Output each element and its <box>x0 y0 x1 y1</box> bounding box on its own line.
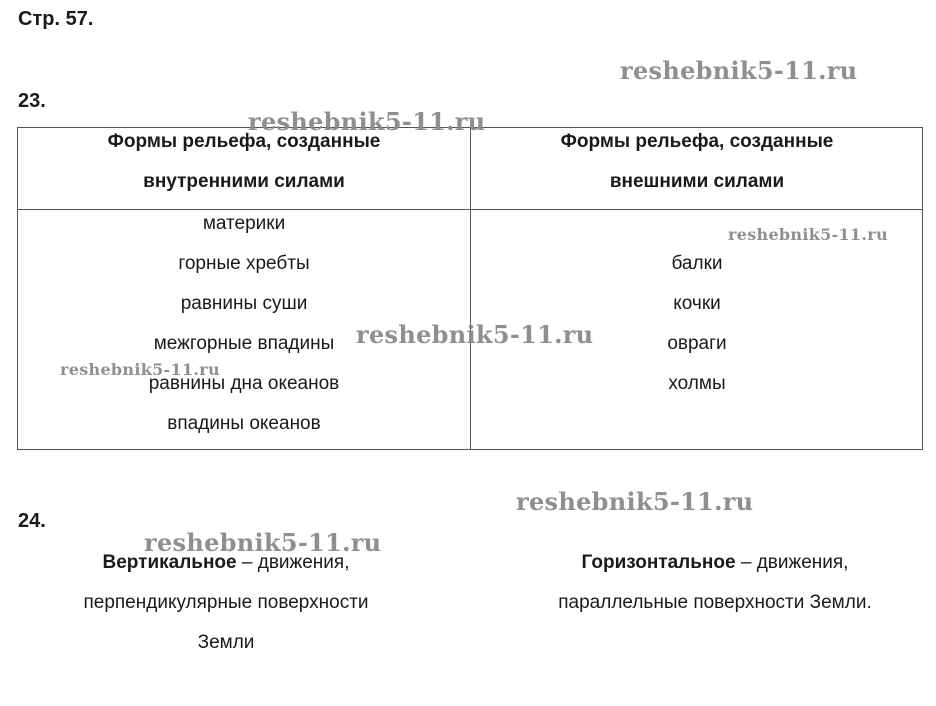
task-number-24: 24. <box>18 510 46 532</box>
header-internal-line1: Формы рельефа, созданные <box>107 131 381 152</box>
list-item: материки <box>202 213 286 234</box>
header-internal-line2: внутренними силами <box>143 171 345 192</box>
external-forces-list <box>471 244 923 404</box>
list-item: овраги <box>667 333 727 354</box>
vertical-line2: перпендикулярные поверхности <box>83 592 369 613</box>
watermark: reshebnik5-11.ru <box>60 360 220 379</box>
horizontal-line2: параллельные поверхности Земли. <box>558 592 872 613</box>
horizontal-movement-definition <box>500 543 930 623</box>
header-internal-forces <box>18 122 470 202</box>
list-item: холмы <box>668 373 726 394</box>
list-item: равнины дна океанов <box>148 373 340 394</box>
header-external-line2: внешними силами <box>609 171 785 192</box>
vertical-movement-definition <box>30 543 422 663</box>
list-item: балки <box>671 253 723 274</box>
list-item: равнины суши <box>180 293 308 314</box>
vertical-line3: Земли <box>197 632 255 653</box>
task-number-23: 23. <box>18 90 46 112</box>
watermark: reshebnik5-11.ru <box>248 107 486 136</box>
watermark: reshebnik5-11.ru <box>356 320 594 349</box>
horizontal-line1 <box>500 543 930 583</box>
vertical-rest: – движения, <box>236 552 350 573</box>
list-item: межгорные впадины <box>153 333 335 354</box>
list-item: кочки <box>673 293 721 314</box>
list-item: впадины океанов <box>167 413 321 434</box>
list-item: горные хребты <box>178 253 310 274</box>
page-reference: Стр. 57. <box>18 8 94 30</box>
horizontal-term: Горизонтальное <box>581 552 736 573</box>
horizontal-rest: – движения, <box>735 552 849 573</box>
watermark: reshebnik5-11.ru <box>620 56 858 85</box>
header-external-line1: Формы рельефа, созданные <box>560 131 834 152</box>
vertical-line1 <box>30 543 422 583</box>
internal-forces-list <box>18 204 470 444</box>
vertical-term: Вертикальное <box>102 552 237 573</box>
header-external-forces <box>471 122 923 202</box>
watermark: reshebnik5-11.ru <box>516 487 754 516</box>
watermark: reshebnik5-11.ru <box>144 528 382 557</box>
watermark: reshebnik5-11.ru <box>728 225 888 244</box>
